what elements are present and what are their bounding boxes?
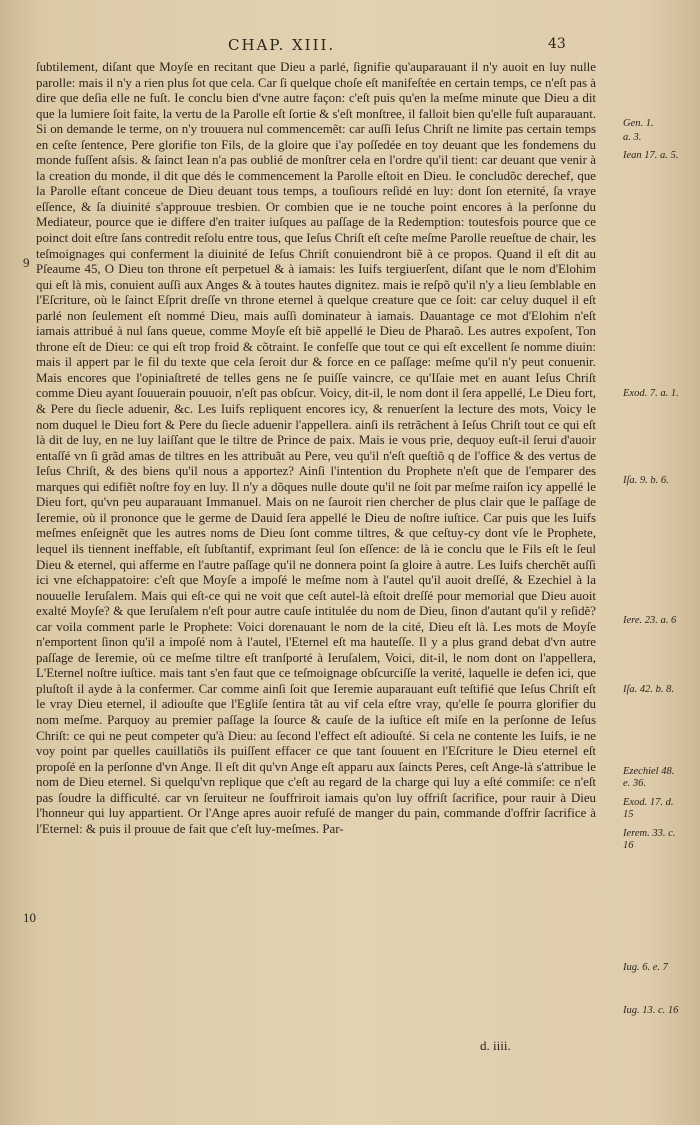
margin-note: Exod. 7. a. 1. — [623, 388, 679, 399]
signature-mark: d. iiii. — [480, 1038, 511, 1053]
margin-note: Iſa. 42. b. 8. — [623, 684, 675, 695]
margin-note: Ezechiel 48. e. 36. — [623, 766, 675, 789]
page-number: 43 — [548, 36, 566, 52]
page-header — [0, 36, 700, 58]
running-head: CHAP. XIII. — [228, 36, 336, 54]
margin-note: Iug. 13. c. 16 — [623, 1005, 679, 1016]
margin-note: Iere. 23. a. 6 — [623, 615, 677, 626]
paragraph-number-10: 10 — [23, 910, 36, 925]
margin-note: Iſa. 9. b. 6. — [623, 475, 669, 486]
margin-note: Iean 17. a. 5. — [623, 150, 679, 161]
margin-note: Gen. 1. — [623, 118, 654, 129]
margin-note: Iug. 6. e. 7 — [623, 962, 668, 973]
margin-note: a. 3. — [623, 132, 642, 143]
paragraph-number-9: 9 — [23, 255, 30, 270]
body-text: ſubtilement, diſant que Moyſe en recitant que Dieu a parlé, ſignifie qu'auparauant il n'y auoit en luy nulle parolle: mais il n'y a rien plus ſot que cela. Car ſi quelque choſe eſt manifeſtée en certain temps, ce n'eſt pas à dire que deſia elle ne fuſt. Ie conclu bien d'vne autre façon: c'eſt puis qu'en la meſme minute que Dieu a dit que la lumiere ſoit faite, la vertu de la Parolle eſt ſortie & s'eſt monſtree, il falloit bien qu'elle fuſt auparauant. Si on demande le terme, on n'y trouuera nul commencemẽt: car auſſi Ieſus Chriſt ne limite pas certain temps en ceſte ſentence, Pere glorifie ton Fils, de la gloire que i'ay poſſedée en toy deuant que les fondemens du monde fuſſent aſsis. & ſainct Iean n'a pas oublié de monſtrer cela en l'ordre qu'il tient: car deuant que venir à la creation du monde, il dit que dés le commencement la Parolle eſtoit en Dieu. Ie concludõc derechef, que la Parolle eſtant conceue de Dieu deuant tous temps, a touſiours reſidé en luy: dont ſon eternité, ſa vraye eſſence, & ſa diuinité s'approuue tresbien. Or combien que ie ne touche point encores à la perſonne du Mediateur, pource que ie differe d'en traiter iuſques au paſſage de la Redemption: toutesfois pource que ce poinct doit eſtre ſans contredit reſolu entre tous, que Ieſus Chriſt eſt ceſte meſme Parolle reueſtue de chair, les teſmoignages qui conferment la diuinité de Ieſus Chriſt conuiendront biẽ à ce propos. Quand il eſt dit au Pſeaume 45, O Dieu ton throne eſt perpetuel & à iamais: les Iuifs tergiuerſent, diſant que le nom d'Elohim qui eſt là mis, conuient auſſi aux Anges & à toutes hautes dignitez. mais ie reſpõ qu'il n'y a lieu ſemblable en l'Eſcriture, où le ſainct Eſprit dreſſe vn throne eternel à quelque creature que ce ſoit: car celuy duquel il eſt parlé non ſeulement eſt nommé Dieu, mais auſſi dominateur à iamais. Dauantage ce mot d'Elohim n'eſt iamais attribué à nul ſans queue, comme Moyſe eſt biẽ appellé le Dieu de Pharaõ. Les autres expoſent, Ton throne eſt de Dieu: ce qui eſt trop froid & cõtraint. Ie confeſſe que tout ce qui eſt excellent ſe nomme diuin: mais il appert par le fil du texte que cela ſeroit dur & force en ce paſſage: meſme qu'il n'y peut conuenir. Mais encores que l'opiniaſtreté de telles gens ne ſe puiſſe vaincre, ce qu'Iſaie met en auant Ieſus Chriſt comme Dieu ayant ſouuerain pouuoir, n'eſt pas obſcur. Voicy, dit-il, le nom dont il ſera appellé, Le Dieu fort, & Pere du ſiecle aduenir, &c. Les Iuifs repliquent encores icy, & renuerſent la lecture des mots, Voicy le nom duquel le Dieu fort & Pere du ſiecle aduenir l'appellera. ainſi ils retrãchent à Ieſus Chriſt tout ce qui eſt là dit de luy, en ne luy laiſſant que le tiltre de Prince de paix. Mais ie vous prie, dequoy euſt-il ſerui d'auoir entaſſé vn ſi grãd amas de tiltres en les attribuãt au Pere, veu qu'il n'eſt queſtiõ q de l'office & des vertus de Ieſus Chriſt, & des biens qu'il nous a apportez? Ainſi l'intention du Prophete n'eſt que de l'emparer des marques qui edifiẽt noſtre foy en luy. Il n'y a dõques nulle doute qu'il ne ſoit par meſme raiſon icy appellé le Dieu fort, qu'vn peu auparauant Immanuel. Mais on ne ſauroit rien chercher de plus clair que le paſſage de Ieremie, où il prononce que le germe de Dauid ſera appellé le Dieu de noſtre iuſtice. Car puis que les Iuifs meſmes enſeignẽt que les autres noms de Dieu ſont comme tiltres, & que ceſtuy-cy dont vſe le Prophete, lequel ils tiennent ineffable, eſt ſubſtantif, exprimant ſeul ſon eſſence: de là ie conclu que le Fils eſt le ſeul Dieu & eternel, qui afferme en l'autre paſſage qu'il ne donnera point ſa gloire à autre. Les Iuifs cherchẽt auſſi ici vne eſchappatoire: c'eſt que Moyſe a impoſé le meſme nom à l'autel qu'il auoit dreſſé, & Ezechiel à la nouuelle Ieruſalem. Mais qui eſt-ce qui ne voit que ceſt autel-là eſtoit dreſſé pour memorial que Dieu auoit exalté Moyſe? & que Ieruſalem n'eſt pour autre cauſe intitulée du nom de Dieu, ſinon d'autant qu'il y reſidẽ? car voila comment parle le Prophete: Voici dorenauant le nom de la cité, Dieu eſt là. Les mots de Moyſe n'emportent ſinon qu'il a impoſé nom à l'autel, l'Eternel eſt ma hauteſſe. Il y a plus grand debat d'vn autre paſſage de Ieremie, où ce meſme tiltre eſt tranſporté à Ieruſalem, Voici, dit-il, le nom dont on l'appellera, L'Eternel noſtre iuſtice. mais tant s'en faut que ce teſmoignage obſcurciſſe la verité, laquelle ie defen ici, que pluſtoſt il ayde à la confermer. Car comme ainſi ſoit que Ieremie auparauant euſt teſtifié que Ieſus Chriſt eſt le vray Dieu eternel, il adiouſte que l'Egliſe ſentira tãt au vif cela eſtre vray, qu'elle ſe pourra glorifier du nom meſme. Parquoy au premier paſſage la ſource & cauſe de la iuſtice eſt miſe en la perſonne de Ieſus Chriſt: ce qui ne peut competer qu'à Dieu: au ſecond l'effect eſt adiouſté. Si cela ne contente les Iuifs, ie ne voy point par quelles cauillatiõs ils puiſſent effacer ce que tant ſouuent en l'Eſcriture le Dieu eternel eſt propoſé en la perſonne d'vn Ange. Il eſt dit qu'vn Ange eſt apparu aux ſaincts Peres, ceſt Ange-là s'attribue le nom de Dieu eternel. Si quelqu'vn replique que c'eſt au regard de la charge qui luy a eſté commiſe: ce n'eſt pas ſoudre la difficulté. car vn ſeruiteur ne ſouffriroit iamais qu'on luy offriſt ſacrifice, pour rauir à Dieu l'honneur qui luy appartient. Or l'Ange apres auoir refuſé de manger du pain, commande d'offrir ſacrifice à l'Eternel: & puis il prouue de fait que c'eſt luy-meſmes. Par- — [36, 60, 596, 836]
margin-note: Exod. 17. d. 15 — [623, 797, 674, 820]
margin-note: Ierem. 33. c. 16 — [623, 828, 676, 851]
